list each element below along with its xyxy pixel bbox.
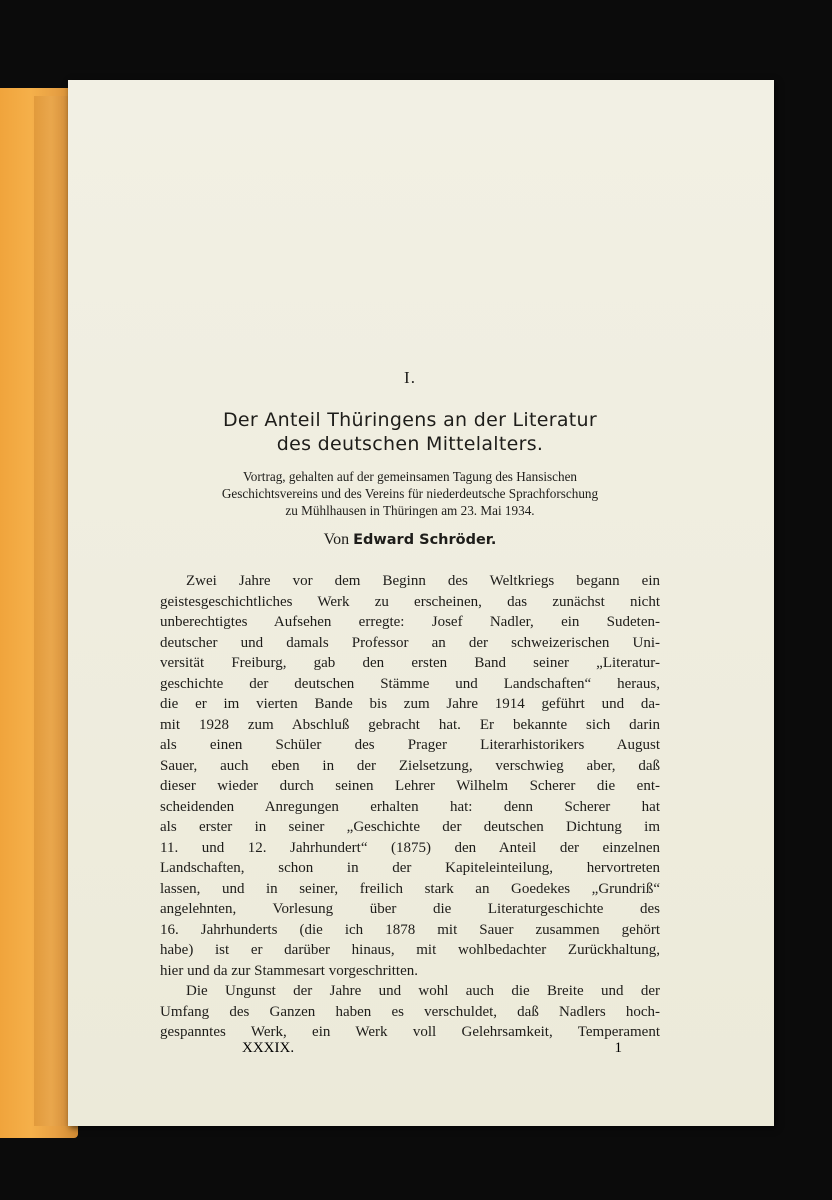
- text-line: als einen Schüler des Prager Literarhistorikers August: [160, 737, 660, 753]
- subtitle-line-1: Vortrag, gehalten auf der gemeinsamen Tagung des Hansischen: [242, 469, 578, 484]
- page-footer: [242, 1040, 622, 1057]
- title-line-2: des deutschen Mittelalters.: [276, 433, 544, 455]
- subtitle-line-3: zu Mühlhausen in Thüringen am 23. Mai 1934.: [285, 503, 535, 518]
- text-line: Zwei Jahre vor dem Beginn des Weltkriegs begann ein: [186, 573, 660, 589]
- section-number: I.: [404, 368, 416, 387]
- body-text: [160, 571, 660, 1043]
- text-line: als erster in seiner „Geschichte der deutschen Dichtung im: [160, 819, 660, 835]
- text-line: 11. und 12. Jahrhundert“ (1875) den Anteil der einzelnen: [160, 839, 660, 856]
- text-line: hier und da zur Stammesart vorgeschritten.: [160, 962, 418, 979]
- text-line: die er im vierten Bande bis zum Jahre 1914 geführt und da-: [160, 696, 660, 712]
- text-line: angelehnten, Vorlesung über die Literaturgeschichte des: [160, 901, 660, 917]
- text-line: versität Freiburg, gab den ersten Band seiner „Literatur-: [160, 655, 660, 671]
- text-line: deutscher und damals Professor an der schweizerischen Uni-: [160, 634, 660, 651]
- title-line-1: Der Anteil Thüringens an der Literatur: [223, 409, 597, 431]
- page-number: 1: [614, 1040, 622, 1056]
- text-line: geschichte der deutschen Stämme und Landschaften“ heraus,: [160, 675, 660, 692]
- page-title: [160, 408, 660, 456]
- subtitle-line-2: Geschichtsvereins und des Vereins für niederdeutsche Sprachforschung: [221, 486, 599, 501]
- author-name: Edward Schröder.: [353, 532, 497, 548]
- text-line: scheidenden Anregungen erhalten hat: denn Scherer hat: [160, 798, 660, 815]
- text-line: unberechtigtes Aufsehen erregte: Josef Nadler, ein Sudeten-: [160, 614, 660, 630]
- page-content: [160, 160, 660, 1043]
- cover-spine-edge: [34, 96, 72, 1126]
- text-line: lassen, und in seiner, freilich stark an Goedekes „Grundriß“: [160, 880, 660, 897]
- text-line: habe) ist er darüber hinaus, mit wohlbedachter Zurückhaltung,: [160, 942, 660, 958]
- text-line: 16. Jahrhunderts (die ich 1878 mit Sauer zusammen gehört: [160, 921, 660, 938]
- footer-signature: XXXIX.: [242, 1040, 295, 1056]
- text-line: Die Ungunst der Jahre und wohl auch die Breite und der: [186, 983, 660, 999]
- text-line: Sauer, auch eben in der Zielsetzung, verschwieg aber, daß: [160, 757, 660, 774]
- text-line: mit 1928 zum Abschluß gebracht hat. Er bekannte sich darin: [160, 716, 660, 733]
- text-line: geistesgeschichtliches Werk zu erscheinen, das zunächst nicht: [160, 593, 660, 610]
- author-prefix: Von: [323, 531, 350, 548]
- text-line: gespanntes Werk, ein Werk voll Gelehrsamkeit, Temperament: [160, 1024, 660, 1040]
- document-page: [68, 80, 774, 1126]
- subtitle: [160, 468, 660, 519]
- text-line: Landschaften, schon in der Kapiteleinteilung, hervortreten: [160, 860, 660, 876]
- text-line: dieser wieder durch seinen Lehrer Wilhelm Scherer die ent-: [160, 778, 660, 794]
- author-line: [160, 531, 660, 549]
- text-line: Umfang des Ganzen haben es verschuldet, daß Nadlers hoch-: [160, 1003, 660, 1020]
